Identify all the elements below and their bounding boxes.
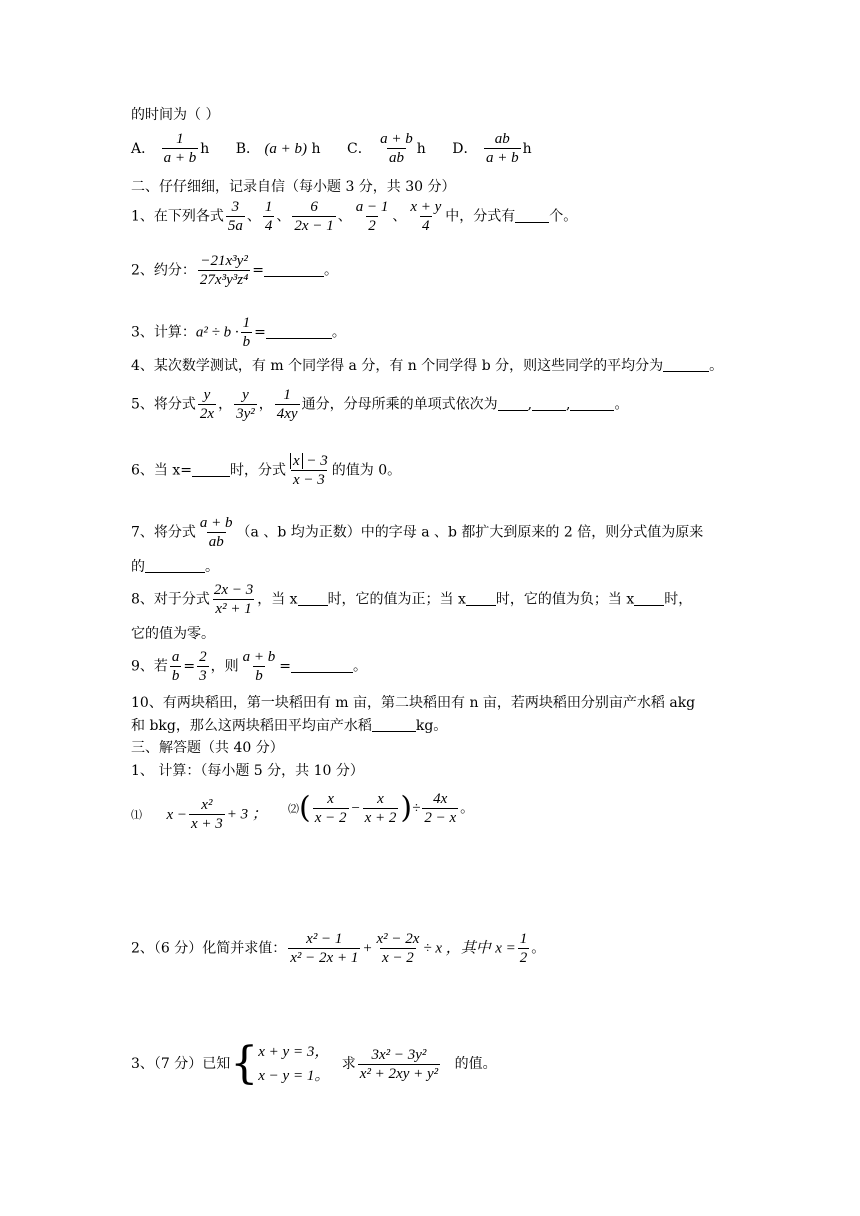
answer-options [131, 130, 532, 167]
answer-blank[interactable] [291, 658, 353, 673]
answer-blank[interactable] [570, 396, 614, 411]
question-10-line2: 和 bkg，那么这两块稻田平均亩产水稻 kg。 [131, 718, 448, 734]
answer-blank[interactable] [663, 357, 709, 372]
section-title: 二、仔仔细细，记录自信（每小题 3 分，共 30 分） [131, 179, 456, 195]
option-d: D． $\frac{ab}{a + b}$ h [452, 131, 532, 166]
question-6: 6、当 x= 时，分式 $\frac{x - 3}{x - 3}$ 的值为 0。 [131, 453, 402, 488]
problem-3: 3、（7 分）已知{ x + y = 3， x − y = 1。 求 $\frac{\text{3x² − 3y²}}{\text{x² + 2xy + y²}}$ 的值。 [131, 1038, 497, 1089]
question-3: 3、计算：a² ÷ b · $\frac{1}{b}$ = 。 [131, 315, 346, 350]
question-9: 9、若 $\frac{a}{b}$ = $\frac{2}{3}$ ，则 $\frac{a + b}{b}$ = 。 [131, 649, 368, 684]
brace: { [230, 1038, 259, 1089]
answer-blank[interactable] [634, 591, 664, 606]
question-5: 5、将分式 $\frac{y}{2x}$ ， $\frac{y}{\text{3y²}}$ ， $\frac{1}{4xy}$ 通分，分母所乘的单项式依次为 , , 。 [131, 387, 629, 422]
question-2: 2、约分： $\frac{\text{−21x³y²}}{\text{27x³y³z⁴}}$ = 。 [131, 253, 339, 288]
answer-blank[interactable] [145, 558, 205, 573]
answer-blank[interactable] [372, 717, 416, 732]
question-1: 1、在下列各式 $\frac{3}{5a}$ 、 $\frac{1}{4}$ 、 $\frac{6}{2x - 1}$ 、 $\frac{a - 1}{2}$ 、 $\frac{x + y}{4}$ 中，分式有 个。 [131, 199, 578, 234]
answer-blank[interactable] [515, 208, 549, 223]
section-title: 三、解答题（共 40 分） [131, 740, 284, 756]
problem-1-1: ⑴ x − $\frac{\text{x²}}{x + 3}$ + 3 ； [131, 797, 267, 832]
answer-blank[interactable] [498, 396, 528, 411]
answer-blank[interactable] [264, 262, 324, 277]
option-c: C． $\frac{a + b}{ab}$ h [347, 131, 426, 166]
answer-blank[interactable] [298, 591, 328, 606]
problem-1-2: ⑵( $\frac{x}{x - 2}$ − $\frac{x}{x + 2}$ )÷ $\frac{4x}{2 - x}$ 。 [288, 790, 475, 826]
option-a: A． $\frac{1}{a + b}$ h [131, 131, 210, 166]
question-7-line2: 的 。 [131, 559, 219, 575]
answer-blank[interactable] [466, 591, 496, 606]
fraction: $\frac{1}{a + b}$ [163, 131, 197, 166]
question-tail: 的时间为（ ） [131, 107, 220, 123]
answer-blank[interactable] [266, 324, 332, 339]
answer-blank[interactable] [192, 462, 230, 477]
equation-system: x + y = 3， x − y = 1。 [258, 1044, 330, 1084]
subsection-title: 1、 计算：（每小题 5 分，共 10 分） [131, 763, 364, 779]
option-b: B． (a + b) h [235, 140, 321, 157]
question-8: 8、对于分式 $\frac{2x - 3}{\text{x² + 1}}$ ，当 x 时，它的值为正；当 x 时，它的值为负；当 x 时， [131, 582, 693, 617]
question-7: 7、将分式 $\frac{a + b}{ab}$ （a 、b 均为正数）中的字母 a 、b 都扩大到原来的 2 倍，则分式值为原来 [131, 515, 704, 550]
question-4: 4、某次数学测试，有 m 个同学得 a 分，有 n 个同学得 b 分，则这些同学的平均分为 。 [131, 358, 724, 374]
question-8-line2: 它的值为零。 [131, 626, 215, 642]
fraction: $\frac{ab}{a + b}$ [485, 131, 519, 166]
problem-2: 2、（6 分）化简并求值： $\frac{\text{x² − 1}}{\text{x² − 2x + 1}}$ + $\frac{\text{x² − 2x}}{x - 2}$ ÷ x ，其中 x = $\frac{1}{2}$ 。 [131, 931, 546, 966]
answer-blank[interactable] [532, 396, 566, 411]
fraction: $\frac{a + b}{ab}$ [380, 131, 413, 166]
question-10: 10、有两块稻田，第一块稻田有 m 亩，第二块稻田有 n 亩，若两块稻田分别亩产水稻 akg [131, 695, 696, 711]
